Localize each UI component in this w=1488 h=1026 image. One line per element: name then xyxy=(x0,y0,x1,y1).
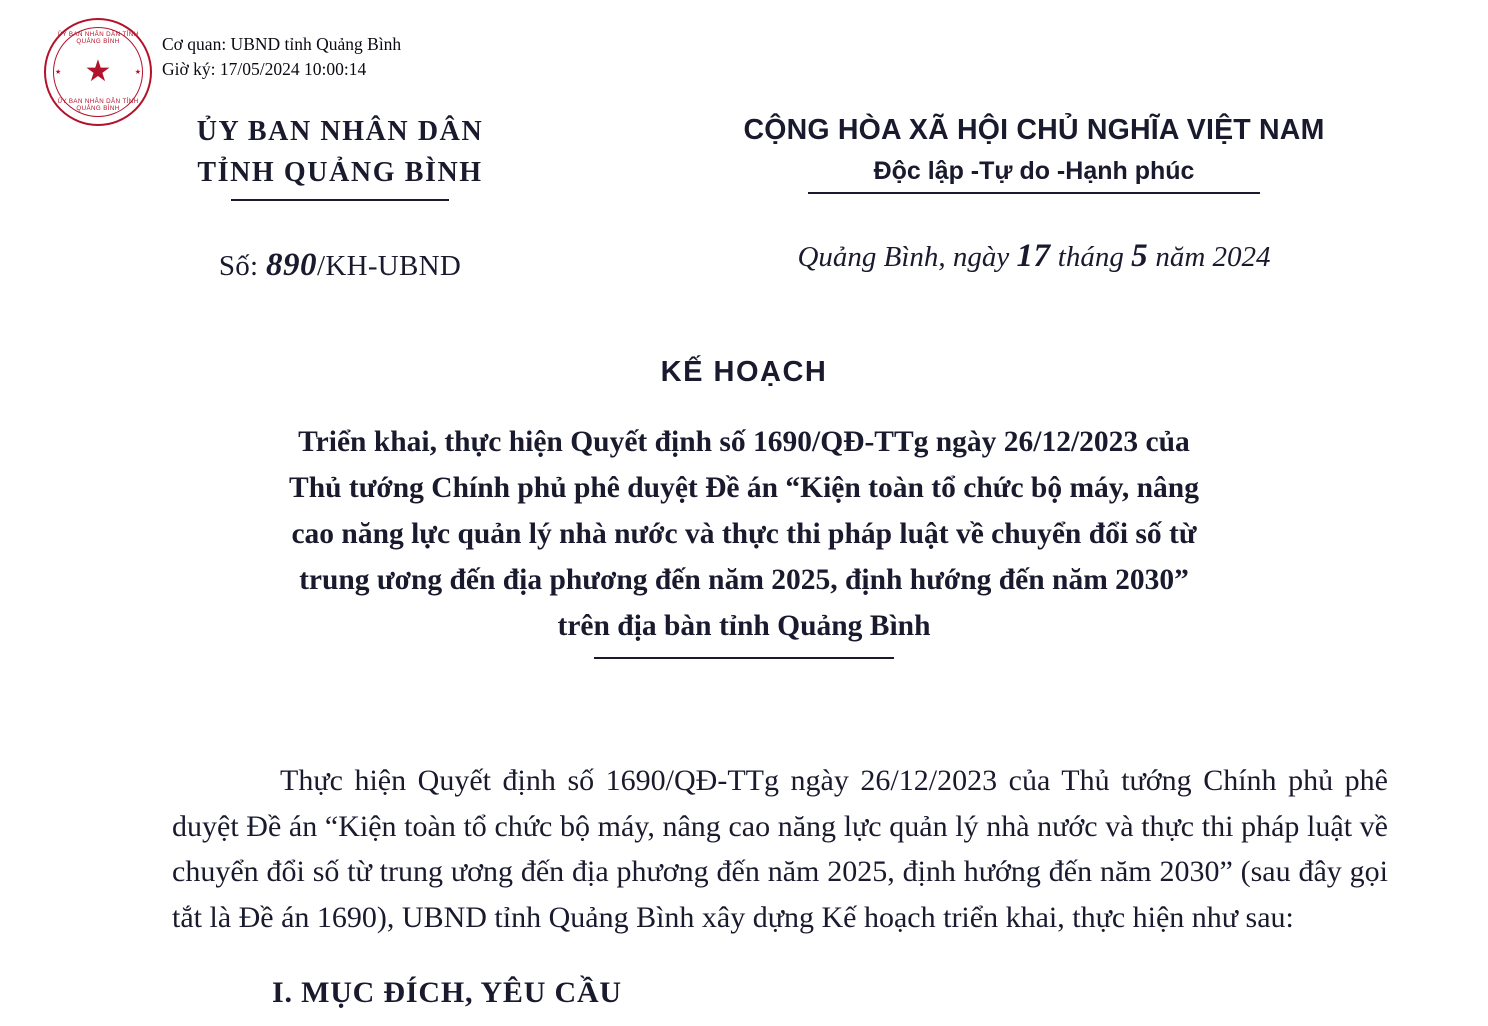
national-motto-text: Độc lập -Tự do -Hạnh phúc xyxy=(873,157,1195,186)
header-right-divider xyxy=(808,192,1260,194)
seal-side-dots: ★ ★ xyxy=(55,68,141,76)
document-header xyxy=(0,112,1488,284)
national-seal-icon xyxy=(44,18,152,126)
body-paragraph-1: Thực hiện Quyết định số 1690/QĐ-TTg ngày 26/12/2023 của Thủ tướng Chính phủ phê duyệt Đề án “Kiện toàn tổ chức bộ máy, nâng cao năng lực quản lý nhà nước và thực thi pháp luật về chuyển đổi số từ trung ương đến địa phương đến năm 2025, định hướng đến năm 2030” (sau đây gọi tắt là Đề án 1690), UBND tỉnh Quảng Bình xây dựng Kế hoạch triển khai, thực hiện như sau: xyxy=(172,764,1388,934)
page-title-line-1: Triển khai, thực hiện Quyết định số 1690/QĐ-TTg ngày 26/12/2023 của xyxy=(298,426,1190,458)
national-motto xyxy=(808,157,1260,194)
document-number-suffix: /KH-UBND xyxy=(316,250,462,283)
date-day: 17 xyxy=(1016,238,1051,275)
section-heading-1: I. MỤC ĐÍCH, YÊU CẦU xyxy=(272,976,622,1010)
document-number xyxy=(40,247,640,284)
issuing-org-line2: TỈNH QUẢNG BÌNH xyxy=(197,156,483,188)
document-number-label: Số: xyxy=(218,250,259,283)
document-kind: KẾ HOẠCH xyxy=(660,356,828,388)
page-title-line-5-wrap xyxy=(164,603,1324,649)
seal-arc-top-text: ỦY BAN NHÂN DÂN TỈNH QUẢNG BÌNH xyxy=(57,31,139,45)
header-left-column xyxy=(0,112,640,284)
signature-time: Giờ ký: 17/05/2024 10:00:14 xyxy=(162,58,367,79)
page-title-line-4: trung ương đến địa phương đến năm 2025, định hướng đến năm 2030” xyxy=(299,564,1189,597)
page-title-line-3: cao năng lực quản lý nhà nước và thực thi pháp luật về chuyển đổi số từ xyxy=(291,518,1197,551)
issuing-org-line1: ỦY BAN NHÂN DÂN xyxy=(196,116,484,147)
signature-agency: Cơ quan: UBND tỉnh Quảng Bình xyxy=(162,34,402,54)
document-title-block xyxy=(0,356,1488,659)
page-title-line-5 xyxy=(558,603,931,649)
digital-signature-block xyxy=(44,18,401,126)
date-place: Quảng Bình, ngày xyxy=(797,241,1010,274)
page-title-line-2: Thủ tướng Chính phủ phê duyệt Đề án “Kiện toàn tổ chức bộ máy, nâng xyxy=(289,472,1199,505)
place-and-date xyxy=(640,238,1428,275)
date-month: 5 xyxy=(1131,238,1149,275)
page-title-line-5-text: trên địa bàn tỉnh Quảng Bình xyxy=(557,610,931,643)
signature-meta xyxy=(162,18,401,82)
seal-star-icon: ★ xyxy=(84,55,112,88)
page-title xyxy=(164,419,1324,659)
date-month-label: tháng xyxy=(1057,241,1124,274)
document-body xyxy=(172,728,1388,1010)
document-number-value: 890 xyxy=(265,247,317,284)
seal-arc-bottom-text: ỦY BAN NHÂN DÂN TỈNH QUẢNG BÌNH xyxy=(57,98,139,112)
nation-name: CỘNG HÒA XÃ HỘI CHỦ NGHĨA VIỆT NAM xyxy=(743,114,1325,146)
date-year: năm 2024 xyxy=(1155,241,1271,274)
header-right-column xyxy=(640,112,1488,284)
header-left-divider xyxy=(231,199,449,201)
title-underline xyxy=(594,657,894,659)
